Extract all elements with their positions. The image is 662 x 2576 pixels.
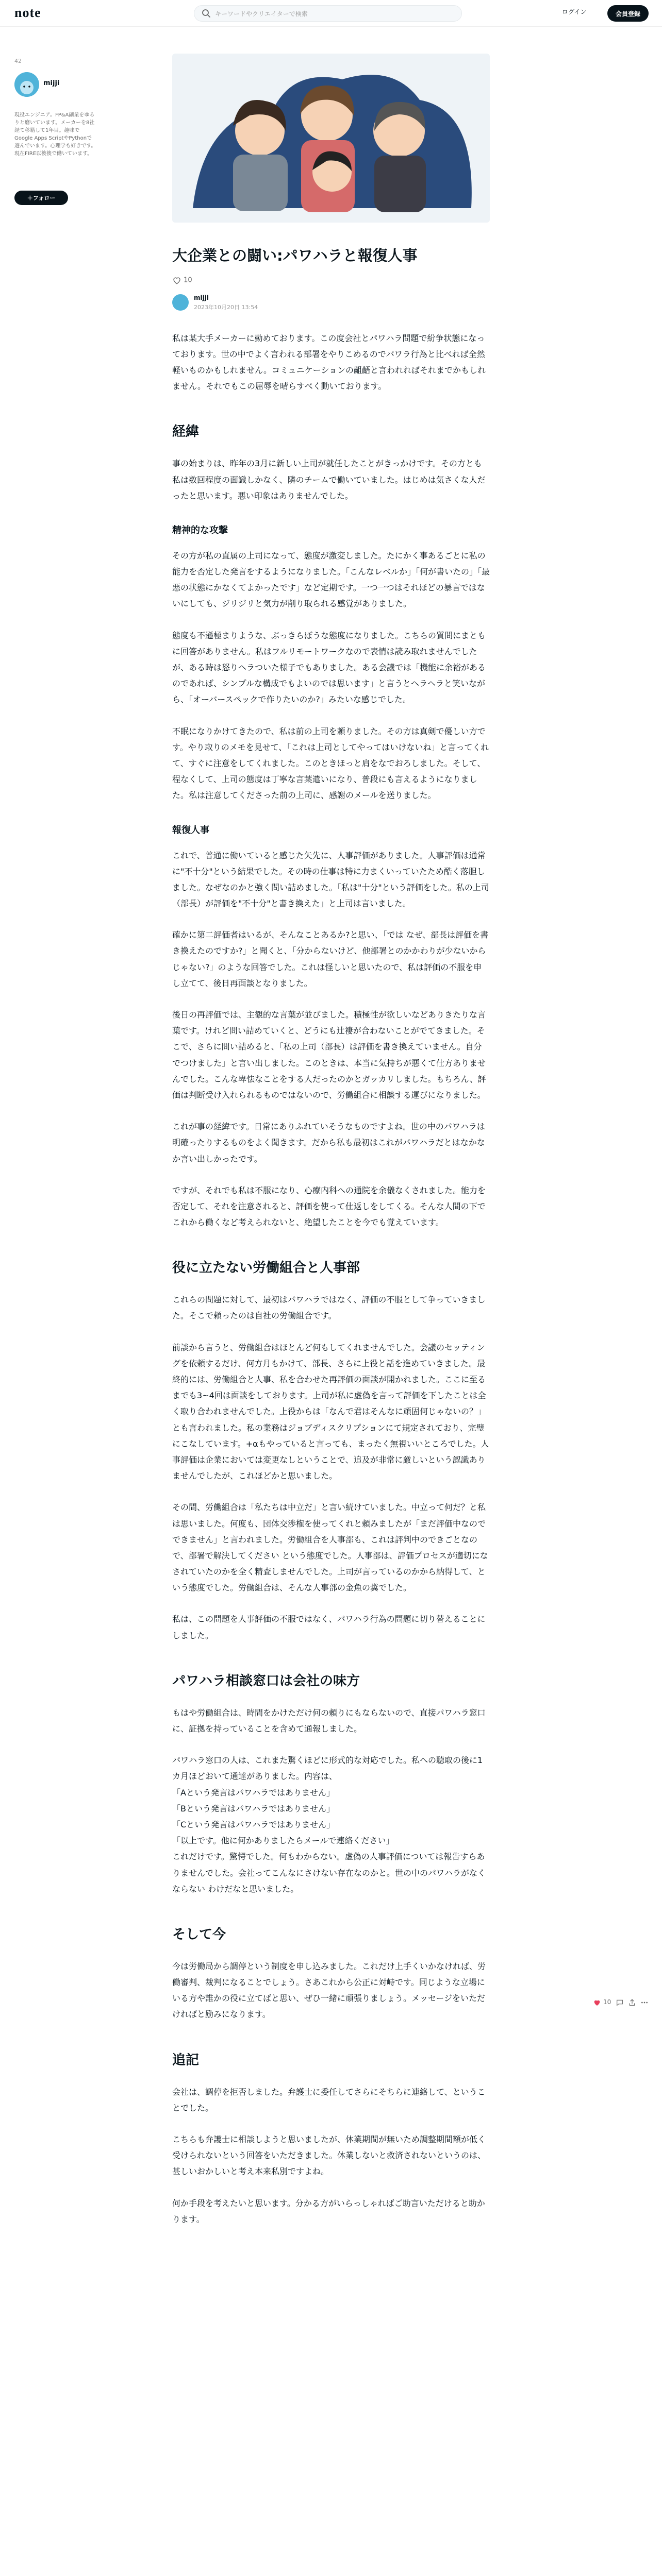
subsection-heading: 精神的な攻撃 [172, 524, 228, 536]
global-header [0, 0, 662, 27]
paragraph: ですが、それでも私は不服になり、心療内科への通院を余儀なくされました。能力を否定して、それを注意されると、評価を使って仕返しをしてくる。そんな人間の下でこれから働くなど考えられないと、絶望したことを今でも覚えています。 [172, 1185, 486, 1228]
author-name[interactable]: mijji [43, 79, 60, 87]
paragraph: これらの問題に対して、最初はパワハラではなく、評価の不服として争っていきました。そこで頼ったのは自社の労働組合です。 [172, 1295, 486, 1321]
section-heading: そして今 [172, 1926, 226, 1942]
quote-line: 「Aという発言はパワハラではありません」 [172, 1787, 335, 1798]
quote-line: 「Cという発言はパワハラではありません」 [172, 1819, 335, 1829]
login-link[interactable]: ログイン [562, 8, 587, 15]
follow-button[interactable]: ＋フォロー [14, 191, 68, 205]
quote-line: 「以上です。他に何かありましたらメールで連絡ください」 [172, 1836, 394, 1846]
article [172, 54, 490, 2243]
search-icon [202, 9, 211, 18]
author-bio: 現役エンジニア。FP&A副業をゆるりと磨いています。メーカーを8社経て移籍して1年目。趣味でGoogle Apps ScriptやPythonで遊んでいます。心理学も好きです。現在FIRE以後後で働いています。 [14, 112, 96, 157]
post-date: 2023年10月20日 13:54 [194, 303, 258, 311]
paragraph: 何か手段を考えたいと思います。分かる方がいらっしゃればご助言いただけると助かります。 [172, 2198, 485, 2224]
heart-icon[interactable] [172, 276, 181, 285]
more-icon[interactable] [640, 1998, 649, 2007]
section-heading: 追記 [172, 2052, 200, 2068]
quote-line: 「Bという発言はパワハラではありません」 [172, 1803, 335, 1814]
signup-button[interactable]: 会員登録 [607, 5, 649, 22]
avatar[interactable] [172, 294, 189, 311]
paragraph: 態度も不遜極まりような、ぶっきらぼうな態度になりました。こちらの質問にまともに回答がありません。私はフルリモートワークなので表情は読み取れませんでしたが、ある時は怒りヘラついた様子でもありました。ある会議では「機能に余裕があるのであれば、シンプルな構成でもよいのでは思います」と言うとヘラヘラと笑いながら、「オーバースペックで作りたいのか?」みたいな感じでした。 [172, 630, 486, 705]
paragraph: これで、普通に働いていると感じた矢先に、人事評価がありました。人事評価は通常に"不十分"という結果でした。その時の仕事は特に力まくいっていたため酷く落胆しました。なぜなのかと強く問い詰めました。「私は"十分"という評価をした。私の上司（部長）が評価を"不十分"と書き換えた」と上司は言いました。 [172, 850, 489, 909]
section-heading: 経緯 [172, 424, 200, 440]
paragraph: その方が私の直属の上司になって、態度が激変しました。たにかく事あるごとに私の能力を否定した発言をするようになりました。「こんなレベルか」「何が書いたの」「最悪の状態にかなくてよかったです」など定期です。一つ一つはそれほどの暴言ではないにしても、ジリジリと気力が削り取られる感覚がありました。 [172, 550, 490, 609]
section-heading: 役に立たない労働組合と人事部 [172, 1260, 360, 1276]
likes-count: 10 [184, 276, 192, 284]
paragraph: 確かに第二評価者はいるが、そんなことあるか?と思い、「では なぜ、部長は評価を書き換えたのですか?」と聞くと、「分からないけど、他部署とのかかわりが少ないからじゃない?」のような回答でした。これは怪しいと思いたので、私は評価の不服を申し立てて、後日再面談となりました。 [172, 930, 489, 988]
paragraph: これが事の経緯です。日常にありふれていそうなものですよね。世の中のパワハラは明確ったりするものをよく聞きます。だから私も最初はこれがパワハラだとはなかなか言い出しかったです。 [172, 1122, 485, 1164]
paragraph: 私は、この問題を人事評価の不服ではなく、パワハラ行為の問題に切り替えることにしました。 [172, 1614, 486, 1640]
author-name[interactable]: mijji [194, 294, 209, 301]
hero-illustration [172, 54, 490, 223]
section-heading: パワハラ相談窓口は会社の味方 [172, 1673, 360, 1689]
share-icon[interactable] [628, 1998, 636, 2007]
note-logo[interactable]: note [14, 5, 41, 20]
paragraph: 会社は、調停を拒否しました。弁護士に委任してさらにそちらに連絡して、ということでした。 [172, 2087, 486, 2113]
paragraph: 私は某大手メーカーに勤めております。この度会社とパワハラ問題で紛争状態になっております。世の中でよく言われる部署をやりこめるのでパワラ行為と比べれば全然軽いものかもしれません。コミュニケーションの齟齬と言われればそれまでかもしれません。それでもこの屈辱を晴らすべく動いております。 [172, 333, 486, 392]
paragraph: 今は労働局から調停という制度を申し込みました。これだけ上手くいかなければ、労働審判、裁判になることでしょう。さあこれから公正に対峙です。同じような立場にいる方や誰かの役に立てばと思い、ぜひ一緒に頑張りましょう。メッセージをいただければと励みになります。 [172, 1961, 486, 2020]
paragraph: もはや労働組合は、時間をかけただけ何の頼りにもならないので、直接パワハラ窓口に、証拠を持っていることを含めて通報しました。 [172, 1707, 486, 1734]
paragraph: これだけです。驚愕でした。何もわからない。虚偽の人事評価については報告すらありませんでした。会社ってこんなにさけない存在なのかと。世の中のパワハラがなくならない わけだなと思いました。 [172, 1852, 486, 1894]
paragraph: こちらも弁護士に相談しようと思いましたが、休業期間が無いため調整期間額が低く受けられないという回答をいただきました。休業しないと救済されないというのは、甚しいおかしいと考え本来私別ですよね。 [172, 2134, 486, 2177]
paragraph [172, 1752, 490, 1784]
arguing-people-illustration [172, 54, 490, 223]
floating-actions [593, 1997, 650, 2009]
search-input[interactable] [215, 9, 452, 19]
likes-row [172, 276, 490, 287]
paragraph: その間、労働組合は「私たちは中立だ」と言い続けていました。中立って何だ？と私は思いました。何度も、団体交渉権を使ってくれと頼みましたが「まだ評価中なのでできません」と言われました。労働組合を人事部も、これは評判中のできごとなので、部署で解決してください という態度でした。人事部は、評価プロセスが適切になされていたのかを全く精査しませんでした。上司が言っているのかから納得して、という態度でした。労働組合は、そんな人事部の金魚の糞でした。 [172, 1502, 488, 1593]
likes-count: 10 [603, 1998, 611, 2006]
avatar[interactable] [14, 72, 39, 97]
sidebar-count: 42 [14, 58, 22, 64]
paragraph-text: パワハラ窓口の人は、これまた驚くほどに形式的な対応でした。私への聴取の後に1カ月ほどおいて通達がありました。内容は、 [172, 1755, 483, 1782]
article-title: 大企業との闘い:パワハラと報復人事 [172, 247, 418, 264]
paragraph: 前談から言うと、労働組合はほとんど何もしてくれませんでした。会議のセッティングを依頼するだけ、何方月もかけて、部長、さらに上役と話を進めていきました。最終的には、労働組合と人事、私を合わせた再評価の面談が開かれました。ここに至るまでも3~4回は面談をしております。上司が私に虚偽を言って評価を下したことは全く取り合われませんでした。上役からは「なんで君はそんなに頑固何じゃないの？」とも言われました。私の業務はジョブディスクリプションにて規定されており、完璧にこなしています。+αもやっていると言っても、まったく無視いいところでした。人事評価は企業においては変更なしということで、追及が非常に厳しいという認識ありませんでしたが、これほどかと思いました。 [172, 1342, 489, 1481]
author-row [172, 294, 490, 311]
subsection-heading: 報復人事 [172, 824, 209, 836]
author-sidebar [14, 58, 97, 201]
avatar-face-icon [14, 72, 39, 97]
article-body [172, 330, 490, 2227]
paragraph: 不眠になりかけてきたので、私は前の上司を頼りました。その方は真剣で優しい方です。やり取りのメモを見せて、「これは上司としてやってはいけないね」と言ってくれて、すぐに注意をしてくれました。このときほっと肩をなでおろしました。そして、程なくして、上司の態度は丁寧な言葉遣いになり、普段にも言えるようになりました。私は注意してくださった前の上司に、感謝のメールを送りました。 [172, 726, 489, 801]
paragraph: 事の始まりは、昨年の3月に新しい上司が就任したことがきっかけです。その方とも私は数回程度の面識しかなく、隣のチームで働いていました。はじめは気さくな人だったと思います。悪い印象はありませんでした。 [172, 459, 486, 501]
heart-icon[interactable] [593, 1998, 601, 2007]
comment-icon[interactable] [616, 1998, 624, 2007]
paragraph: 後日の再評価では、主観的な言葉が並びました。積極性が欲しいなどありきたりな言葉です。けれど問い詰めていくと、どうにも辻褄が合わないことがでてきました。そこで、さらに問い詰めると、「私の上司（部長）は評価を書き換えていません。自分でつけました」と言い出しました。このときは、本当に気持ちが悪くて仕方ありませんでした。こんな卑怯なことをする人だったのかとガッカリしました。もちろん、評価は判断受け入れられるものではないので、労働組合に相談する運びになりました。 [172, 1010, 486, 1100]
search-bar[interactable] [194, 5, 462, 22]
